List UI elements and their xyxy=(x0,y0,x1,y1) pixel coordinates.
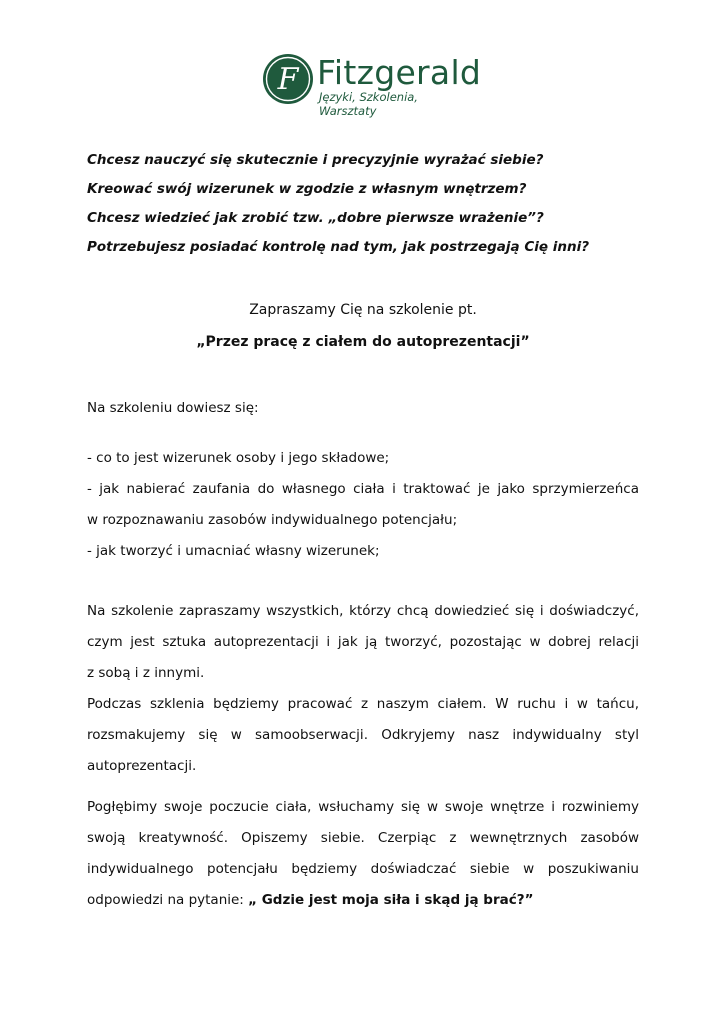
para3-line-2: swoją kreatywność. Opiszemy siebie. Czerpiąc z wewnętrznych zasobów xyxy=(87,830,639,846)
question-1: Chcesz nauczyć się skutecznie i precyzyjnie wyrażać siebie? xyxy=(87,152,544,168)
para2-line-3: autoprezentacji. xyxy=(87,758,197,774)
learn-item-2a: - jak nabierać zaufania do własnego ciała i traktować je jako sprzymierzeńca xyxy=(87,481,639,497)
training-title: „Przez pracę z ciałem do autoprezentacji” xyxy=(196,334,530,350)
learn-heading: Na szkoleniu dowiesz się: xyxy=(87,400,259,416)
closing-paragraph xyxy=(87,792,639,916)
para1-line-2: czym jest sztuka autoprezentacji i jak ją tworzyć, pozostając w dobrej relacji xyxy=(87,634,639,650)
para1-line-3: z sobą i z innymi. xyxy=(87,665,205,681)
intro-questions xyxy=(87,146,639,262)
learn-item-1: - co to jest wizerunek osoby i jego składowe; xyxy=(87,450,390,466)
learn-item-3: - jak tworzyć i umacniać własny wizerunek; xyxy=(87,543,380,559)
invitation-line: Zapraszamy Cię na szkolenie pt. xyxy=(249,302,477,318)
para3-line-3: indywidualnego potencjału będziemy doświadczać siebie w poszukiwaniu xyxy=(87,861,639,877)
question-3: Chcesz wiedzieć jak zrobić tzw. „dobre pierwsze wrażenie”? xyxy=(87,210,544,226)
para2-line-1: Podczas szklenia będziemy pracować z naszym ciałem. W ruchu i w tańcu, xyxy=(87,696,639,712)
para2-line-2: rozsmakujemy się w samoobserwacji. Odkryjemy nasz indywidualny styl xyxy=(87,727,639,743)
learn-list xyxy=(87,443,639,567)
question-4: Potrzebujesz posiadać kontrolę nad tym, jak postrzegają Cię inni? xyxy=(87,239,590,255)
question-2: Kreować swój wizerunek w zgodzie z własnym wnętrzem? xyxy=(87,181,527,197)
logo-letter: F xyxy=(277,62,299,97)
learn-item-2b: w rozpoznawaniu zasobów indywidualnego potencjału; xyxy=(87,512,458,528)
logo-tagline: Języki, Szkolenia, Warsztaty xyxy=(319,90,418,118)
logo-emblem-icon xyxy=(262,53,314,105)
logo-name: Fitzgerald xyxy=(317,53,482,92)
para3-line-4-text: odpowiedzi na pytanie: xyxy=(87,892,249,908)
fitzgerald-logo xyxy=(262,53,482,118)
para1-line-1: Na szkolenie zapraszamy wszystkich, którzy chcą dowiedzieć się i doświadczyć, xyxy=(87,603,639,619)
para3-line-4 xyxy=(87,885,639,916)
key-question: „ Gdzie jest moja siła i skąd ją brać?” xyxy=(248,892,534,908)
para3-line-1: Pogłębimy swoje poczucie ciała, wsłuchamy się w swoje wnętrze i rozwiniemy xyxy=(87,799,639,815)
body-paragraphs xyxy=(87,596,639,782)
